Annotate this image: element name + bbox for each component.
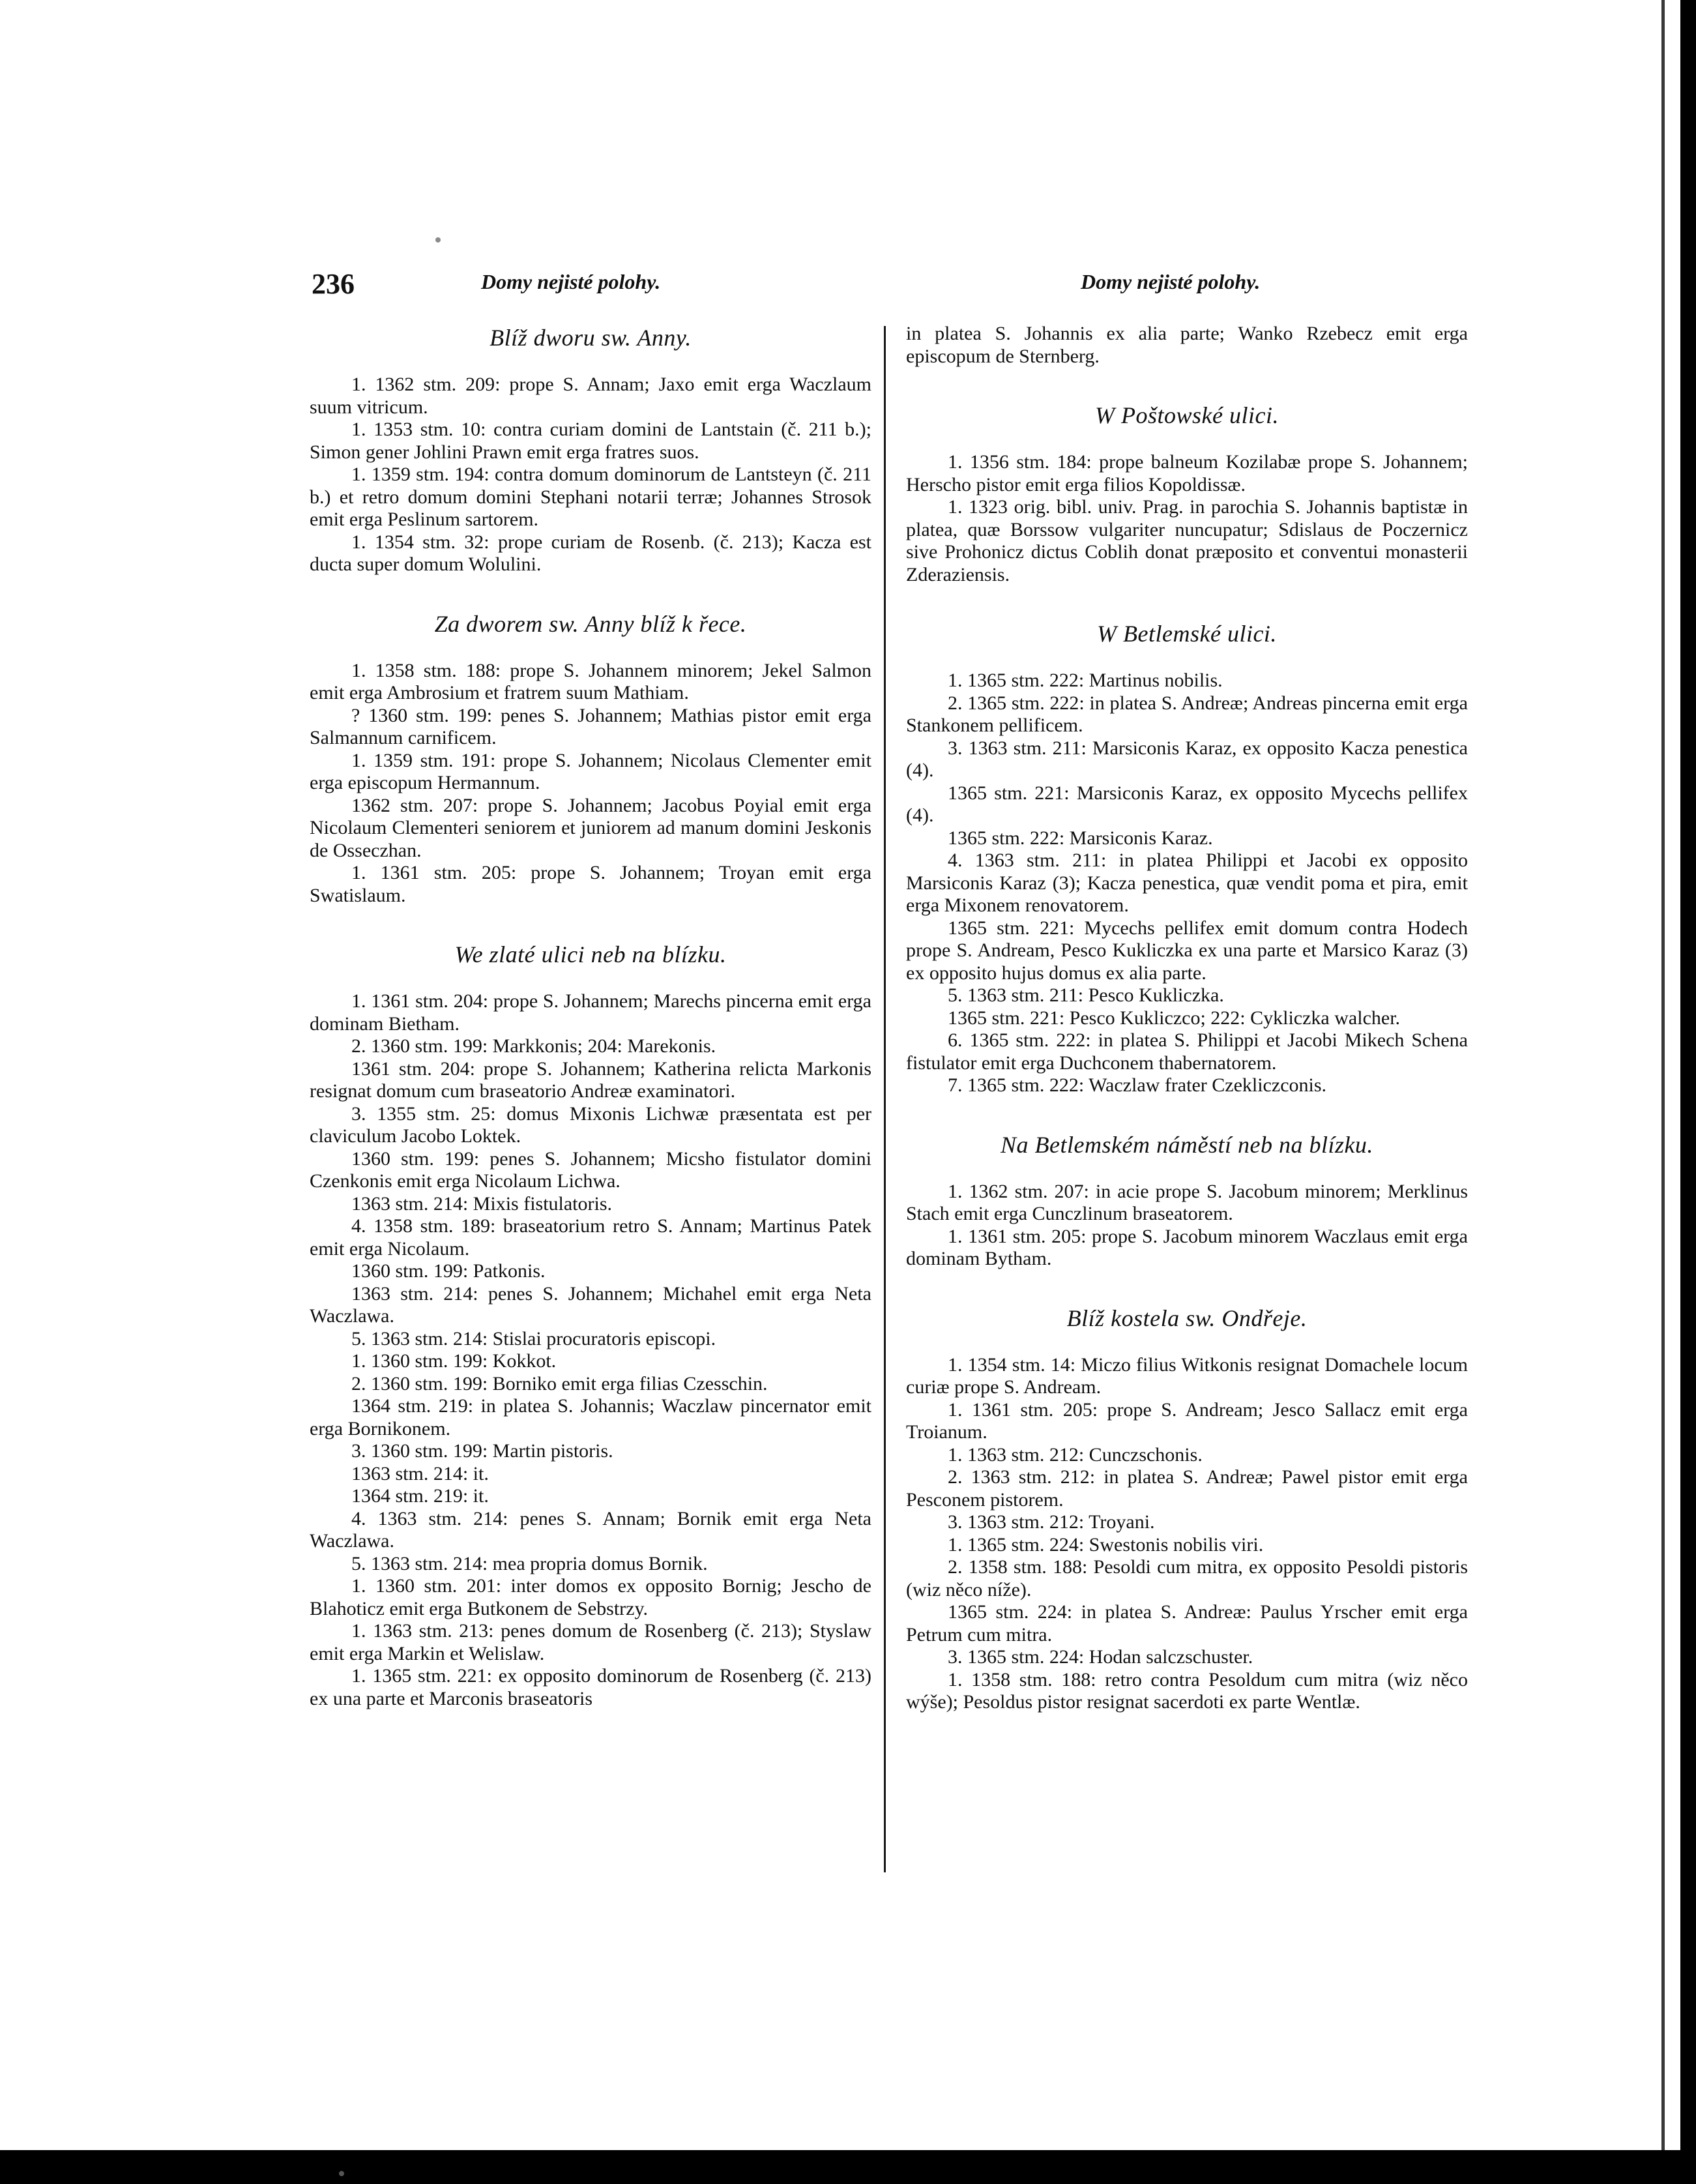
register-entry: 4. 1363 stm. 211: in platea Philippi et Jacobi ex opposito Marsiconis Karaz (3); Kacza penestica, quæ vendit poma et pira, emit erga Mixonem renovatorem.	[906, 849, 1468, 916]
register-entry: 2. 1365 stm. 222: in platea S. Andreæ; Andreas pincerna emit erga Stankonem pellificem.	[906, 692, 1468, 736]
register-entry: 1. 1361 stm. 205: prope S. Andream; Jesco Sallacz emit erga Troianum.	[906, 1398, 1468, 1443]
column-rule	[884, 326, 886, 1872]
register-entry: 1363 stm. 214: penes S. Johannem; Michahel emit erga Neta Waczlawa.	[310, 1282, 871, 1327]
register-entry: 3. 1363 stm. 212: Troyani.	[948, 1511, 1155, 1533]
register-entry: 1. 1359 stm. 191: prope S. Johannem; Nicolaus Clementer emit erga episcopum Hermannum.	[310, 749, 871, 793]
scan-bottom-edge	[0, 2150, 1696, 2184]
register-entry: 1364 stm. 219: it.	[351, 1485, 489, 1507]
register-entry: in platea S. Johannis ex alia parte; Wanko Rzebecz emit erga episcopum de Sternberg.	[906, 323, 1468, 367]
register-entry: 1. 1323 orig. bibl. univ. Prag. in parochia S. Johannis baptistæ in platea, quæ Borssow vulgariter nuncupatur; Sdislaus de Poczernicz sive Prohonicz dictus Coblih donat præposito et conventui monasterii Zderaziensis.	[906, 496, 1468, 585]
register-entry: 7. 1365 stm. 222: Waczlaw frater Czekliczconis.	[948, 1074, 1327, 1096]
register-entry: 5. 1363 stm. 214: mea propria domus Bornik.	[351, 1552, 708, 1574]
register-entry: 5. 1363 stm. 214: Stislai procuratoris episcopi.	[351, 1327, 716, 1350]
scan-fold-line	[1661, 0, 1665, 2150]
register-entry: 1. 1362 stm. 209: prope S. Annam; Jaxo emit erga Waczlaum suum vitricum.	[310, 374, 871, 418]
register-entry: 2. 1360 stm. 199: Borniko emit erga filias Czesschin.	[351, 1372, 768, 1395]
register-entry: 3. 1363 stm. 211: Marsiconis Karaz, ex opposito Kacza penestica (4).	[906, 737, 1468, 781]
register-entry: 1361 stm. 204: prope S. Johannem; Katherina relicta Markonis resignat domum cum braseatorio Andreæ examinatori.	[310, 1057, 871, 1102]
register-entry: 1. 1361 stm. 205: prope S. Johannem; Troyan emit erga Swatislaum.	[310, 862, 871, 906]
register-entry: 1. 1365 stm. 221: ex opposito dominorum de Rosenberg (č. 213) ex una parte et Marconis braseatoris	[310, 1665, 871, 1709]
register-entry: 1365 stm. 224: in platea S. Andreæ: Paulus Yrscher emit erga Petrum cum mitra.	[906, 1601, 1468, 1645]
register-entry: 1. 1356 stm. 184: prope balneum Kozilabæ prope S. Johannem; Herscho pistor emit erga filios Kopoldissæ.	[906, 451, 1468, 495]
section-heading: W Betlemské ulici.	[1097, 621, 1277, 647]
section-heading: Blíž kostela sw. Ondřeje.	[1066, 1305, 1308, 1331]
register-entry: 1365 stm. 222: Marsiconis Karaz.	[948, 827, 1213, 849]
register-entry: 3. 1365 stm. 224: Hodan salczschuster.	[948, 1646, 1253, 1668]
page-number: 236	[312, 268, 355, 300]
right-column	[906, 323, 1468, 1714]
section-heading: W Poštowské ulici.	[1095, 402, 1279, 428]
register-entry: 1. 1359 stm. 194: contra domum dominorum de Lantsteyn (č. 211 b.) et retro domum domini Stephani notarii terræ; Johannes Strosok emit erga Peslinum sartorem.	[310, 464, 871, 530]
register-entry: 1. 1365 stm. 222: Martinus nobilis.	[948, 670, 1223, 691]
section-heading: Na Betlemském náměstí neb na blízku.	[1001, 1131, 1373, 1158]
register-entry: 1363 stm. 214: Mixis fistulatoris.	[351, 1192, 613, 1215]
register-entry: 1365 stm. 221: Pesco Kukliczco; 222: Cykliczka walcher.	[948, 1007, 1401, 1029]
register-entry: 1. 1365 stm. 224: Swestonis nobilis viri.	[948, 1533, 1264, 1556]
register-entry: 1. 1361 stm. 205: prope S. Jacobum minorem Waczlaus emit erga dominam Bytham.	[906, 1225, 1468, 1269]
register-entry: 1. 1353 stm. 10: contra curiam domini de Lantstain (č. 211 b.); Simon gener Johlini Prawn emit erga fratres suos.	[310, 419, 871, 463]
register-entry: 1363 stm. 214: it.	[351, 1462, 489, 1484]
section-heading: We zlaté ulici neb na blízku.	[454, 941, 727, 967]
register-entry: 1. 1363 stm. 212: Cunczschonis.	[948, 1443, 1203, 1466]
register-entry: 1. 1358 stm. 188: prope S. Johannem minorem; Jekel Salmon emit erga Ambrosium et fratrem suum Mathiam.	[310, 659, 871, 703]
register-entry: 2. 1360 stm. 199: Markkonis; 204: Marekonis.	[351, 1035, 716, 1057]
register-entry: 5. 1363 stm. 211: Pesco Kukliczka.	[948, 984, 1224, 1006]
register-entry: 6. 1365 stm. 222: in platea S. Philippi et Jacobi Mikech Schena fistulator emit erga Duchconem thabernatorem.	[906, 1029, 1468, 1074]
left-column	[310, 323, 871, 1710]
register-entry: 2. 1363 stm. 212: in platea S. Andreæ; Pawel pistor emit erga Pesconem pistorem.	[906, 1466, 1468, 1511]
running-head-right: Domy nejisté polohy.	[1081, 270, 1261, 293]
register-entry: 1. 1358 stm. 188: retro contra Pesoldum cum mitra (wiz něco wýše); Pesoldus pistor resignat sacerdoti ex parte Wentlæ.	[906, 1668, 1468, 1713]
register-entry: 1. 1354 stm. 14: Miczo filius Witkonis resignat Domachele locum curiæ prope S. Andream.	[906, 1353, 1468, 1398]
register-entry: 1. 1360 stm. 201: inter domos ex opposito Bornig; Jescho de Blahoticz emit erga Butkonem de Sebstrzy.	[310, 1575, 871, 1619]
scan-right-edge	[1680, 0, 1696, 2184]
running-head-left: Domy nejisté polohy.	[481, 270, 661, 293]
register-entry: 1360 stm. 199: penes S. Johannem; Micsho fistulator domini Czenkonis emit erga Nicolaum Lichwa.	[310, 1147, 871, 1192]
register-entry: 1. 1362 stm. 207: in acie prope S. Jacobum minorem; Merklinus Stach emit erga Cunczlinum braseatorem.	[906, 1180, 1468, 1224]
register-entry: 1365 stm. 221: Mycechs pellifex emit domum contra Hodech prope S. Andream, Pesco Kukliczka ex una parte et Marsico Karaz (3) ex opposito hujus domus ex alia parte.	[906, 917, 1468, 984]
register-entry: 1364 stm. 219: in platea S. Johannis; Waczlaw pincernator emit erga Bornikonem.	[310, 1395, 871, 1439]
register-entry: 1360 stm. 199: Patkonis.	[351, 1260, 546, 1282]
section-heading: Blíž dworu sw. Anny.	[490, 325, 692, 351]
register-entry: 1362 stm. 207: prope S. Johannem; Jacobus Poyial emit erga Nicolaum Clementeri seniorem et juniorem ad manum domini Jeskonis de Osseczhan.	[310, 794, 871, 861]
scan-speck	[339, 2171, 344, 2176]
register-entry: 1. 1360 stm. 199: Kokkot.	[351, 1350, 557, 1372]
register-entry: 3. 1360 stm. 199: Martin pistoris.	[351, 1440, 613, 1462]
register-entry: 1365 stm. 221: Marsiconis Karaz, ex opposito Mycechs pellifex (4).	[906, 782, 1468, 826]
register-entry: 4. 1363 stm. 214: penes S. Annam; Bornik emit erga Neta Waczlawa.	[310, 1507, 871, 1552]
section-heading: Za dworem sw. Anny blíž k řece.	[434, 610, 747, 637]
register-entry: 1. 1363 stm. 213: penes domum de Rosenberg (č. 213); Styslaw emit erga Markin et Welislaw.	[310, 1620, 871, 1664]
register-entry: 4. 1358 stm. 189: braseatorium retro S. Annam; Martinus Patek emit erga Nicolaum.	[310, 1215, 871, 1260]
register-entry: ? 1360 stm. 199: penes S. Johannem; Mathias pistor emit erga Salmannum carnificem.	[310, 704, 871, 748]
register-entry: 1. 1354 stm. 32: prope curiam de Rosenb. (č. 213); Kacza est ducta super domum Wolulini.	[310, 531, 871, 575]
register-entry: 2. 1358 stm. 188: Pesoldi cum mitra, ex opposito Pesoldi pistoris (wiz něco níže).	[906, 1556, 1468, 1601]
scan-speck	[435, 237, 441, 243]
register-entry: 3. 1355 stm. 25: domus Mixonis Lichwæ præsentata est per claviculum Jacobo Loktek.	[310, 1102, 871, 1147]
register-entry: 1. 1361 stm. 204: prope S. Johannem; Marechs pincerna emit erga dominam Bietham.	[310, 990, 871, 1035]
